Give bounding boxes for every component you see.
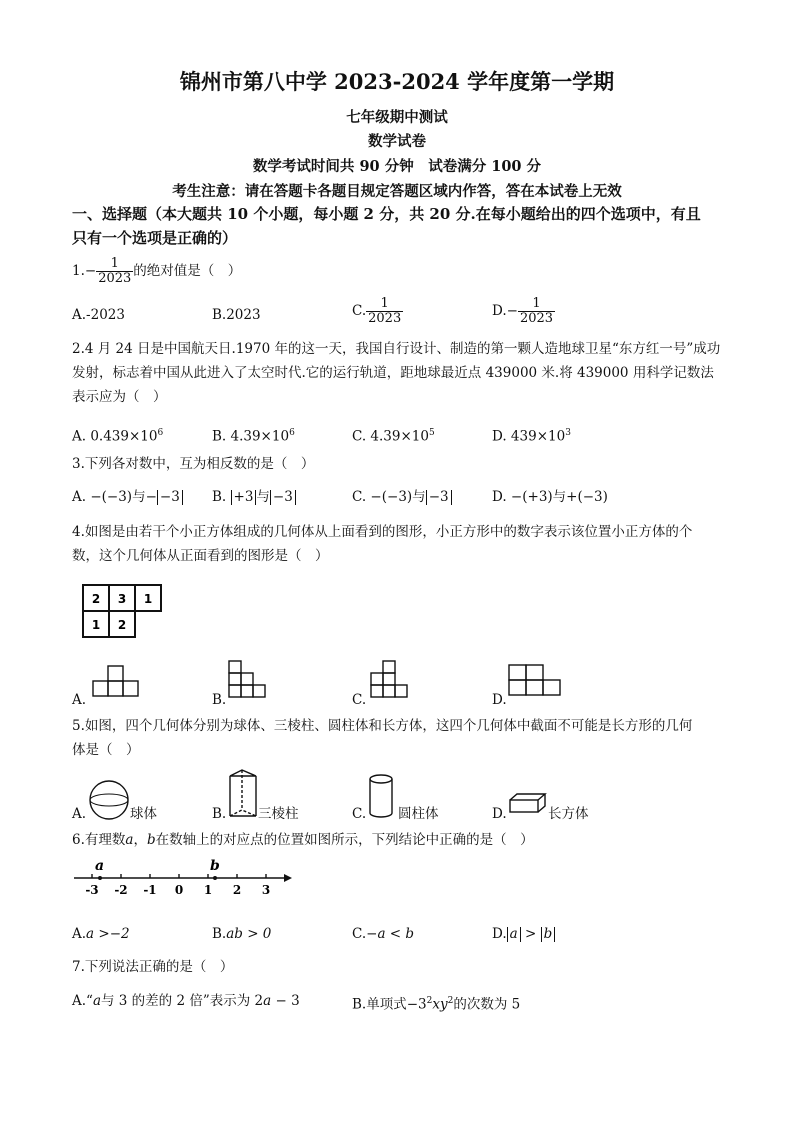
cylinder-figure: [368, 773, 396, 821]
q3-c-abs: −3: [426, 490, 452, 505]
q5-line2: 体是（ ）: [72, 742, 140, 758]
q1-numerator: 1: [96, 257, 133, 272]
q3-b-text: B.: [212, 489, 231, 505]
q5-option-b-name: 三棱柱: [258, 806, 299, 822]
q1-fraction: [96, 257, 133, 286]
q7-a-mid: 与 3 的差的 2 倍”表示为 2: [101, 993, 264, 1009]
q7-b-pre: B.单项式−3: [352, 996, 427, 1013]
question-1-stem: [72, 257, 241, 286]
q7-a-var2: a: [263, 993, 272, 1009]
question-6-stem: [72, 828, 534, 852]
point-b-dot: [213, 876, 217, 880]
q6-a-expr: a >−2: [86, 926, 130, 942]
sphere-figure: [88, 779, 132, 821]
q3-c-text: C. −(−3)与: [352, 489, 426, 505]
q3-b-abs2: −3: [270, 490, 296, 505]
q4-option-b-label: B.: [212, 692, 227, 708]
q2-c-exponent: 5: [428, 428, 435, 438]
q4-option-c-label: C.: [352, 692, 367, 708]
number-line: [72, 856, 292, 898]
point-a-label: a: [95, 858, 105, 874]
q6-a-pre: A.: [72, 926, 87, 942]
tick-label: 0: [174, 883, 184, 897]
q1-d-fraction: [518, 297, 555, 326]
q1-d-numerator: 1: [518, 297, 555, 312]
q2-d-exponent: 3: [565, 428, 571, 438]
q6-var-a: a: [125, 832, 134, 848]
grid-cell-top-1: 2: [91, 592, 101, 606]
q2-c-base: C. 4.39×10: [352, 428, 429, 445]
q7-a-pre: A.“: [72, 993, 93, 1009]
tick-label: -2: [114, 883, 128, 897]
q3-option-c: [352, 485, 452, 509]
tick-label: -3: [85, 883, 99, 897]
q2-line3: 表示应为（ ）: [72, 389, 167, 405]
q5-option-a-label: A.: [72, 806, 87, 822]
question-5-stem: [72, 714, 692, 762]
q3-b-mid: 与: [256, 489, 270, 505]
tick-label: 1: [203, 883, 213, 897]
question-4-stem: [72, 520, 692, 568]
point-b-label: b: [210, 858, 220, 874]
q6-c-expr: −a < b: [366, 926, 415, 942]
number-line-arrow: [284, 874, 292, 882]
q3-option-a: [72, 485, 183, 509]
q2-b-base: B. 4.39×10: [212, 428, 290, 445]
tick-label: 3: [261, 883, 271, 897]
q2-b-exponent: 6: [289, 428, 295, 438]
q5-option-c-label: C.: [352, 806, 367, 822]
question-2-stem: [72, 337, 720, 409]
q1-option-a: A.-2023: [72, 307, 125, 323]
question-3-stem: 3.下列各对数中，互为相反数的是（ ）: [72, 456, 315, 472]
q7-a-post: − 3: [271, 993, 300, 1009]
q6-b-expr: ab > 0: [226, 926, 272, 942]
q6-c-pre: C.: [352, 926, 367, 942]
q1-d-denominator: 2023: [519, 311, 554, 326]
q4-option-b-figure: [228, 660, 276, 700]
q5-option-a-name: 球体: [130, 806, 157, 822]
q4-option-d-figure: [508, 664, 564, 698]
q7-b-exp1: 2: [426, 996, 433, 1006]
q1-option-d: [492, 297, 555, 326]
grid-cell-bottom-1: 1: [91, 618, 101, 632]
q2-line2: 发射，标志着中国从此进入了太空时代.它的运行轨道，距地球最近点 439000 米.将 439000 用科学记数法: [72, 365, 714, 381]
q7-a-var: a: [92, 993, 102, 1009]
grid-cell-bottom-2: 2: [117, 618, 127, 632]
section-heading-line1: 一、选择题（本大题共 10 个小题，每小题 2 分，共 20 分.在每小题给出的四个选项中，有且: [72, 205, 701, 223]
q2-option-a: [72, 421, 163, 449]
q5-option-d-label: D.: [492, 806, 507, 822]
section-heading-line2: 只有一个选项是正确的）: [72, 229, 238, 247]
q1-c-prefix: C.: [352, 303, 367, 319]
time-info: 数学考试时间共 90 分钟 试卷满分 100 分: [252, 158, 542, 175]
grid-cell-top-3: 1: [143, 592, 153, 606]
q2-line1: 2.4 月 24 日是中国航天日.1970 年的这一天，我国自行设计、制造的第一颗人造地球卫星“东方红一号”成功: [72, 341, 721, 357]
q3-a-abs: −3: [157, 490, 183, 505]
q1-option-c: [352, 297, 403, 326]
q4-top-view-grid: [82, 584, 164, 638]
q7-option-a: [72, 989, 300, 1013]
q2-option-b: [212, 421, 295, 449]
q6-d-mid: >: [520, 926, 541, 942]
q6-stem-post: 在数轴上的对应点的位置如图所示，下列结论中正确的是（ ）: [155, 832, 534, 848]
q5-option-c-name: 圆柱体: [398, 806, 439, 822]
q4-line2: 数，这个几何体从正面看到的图形是（ ）: [72, 548, 329, 564]
tick-label: 2: [232, 883, 242, 897]
q4-option-d-label: D.: [492, 692, 507, 708]
q1-c-fraction: [366, 297, 403, 326]
q1-c-numerator: 1: [366, 297, 403, 312]
q4-line1: 4.如图是由若干个小正方体组成的几何体从上面看到的图形，小正方形中的数字表示该位置小正方体的个: [72, 524, 693, 540]
q2-option-c: [352, 421, 435, 449]
q7-b-post: 的次数为 5: [453, 996, 521, 1013]
q5-line1: 5.如图，四个几何体分别为球体、三棱柱、圆柱体和长方体，这四个几何体中截面不可能是长方形的几何: [72, 718, 693, 734]
subject-label: 数学试卷: [368, 133, 426, 150]
q5-option-d-name: 长方体: [548, 806, 589, 822]
q6-option-a: [72, 922, 130, 946]
triangular-prism-figure: [228, 768, 262, 822]
q6-stem-pre: 6.有理数: [72, 832, 126, 848]
exam-title: 锦州市第八中学 2023-2024 学年度第一学期: [179, 69, 615, 94]
q6-option-c: [352, 922, 414, 946]
q7-option-b: [352, 989, 520, 1017]
q1-denominator: 2023: [98, 271, 132, 286]
q1-d-prefix: D.−: [492, 303, 518, 319]
q2-a-base: A. 0.439×10: [72, 428, 158, 445]
q3-a-text: A. −(−3)与−: [72, 489, 157, 505]
q7-b-var: xy: [432, 996, 448, 1013]
q1-option-b: B.2023: [212, 307, 261, 323]
q6-sep: ，: [133, 832, 147, 848]
q3-option-d: D. −(+3)与+(−3): [492, 489, 608, 505]
q4-option-a-label: A.: [72, 692, 87, 708]
q7-b-exp2: 2: [447, 996, 454, 1006]
q6-option-d: [492, 922, 555, 946]
grid-cell-top-2: 3: [117, 592, 127, 606]
q6-option-b: [212, 922, 271, 946]
q6-d-abs1: a: [507, 927, 521, 942]
q4-option-c-figure: [370, 660, 418, 700]
q2-option-d: [492, 421, 571, 449]
q1-prefix: 1.−: [72, 263, 97, 279]
q1-suffix: 的绝对值是（ ）: [133, 263, 242, 279]
grade-label: 七年级期中测试: [346, 109, 448, 126]
q3-b-abs1: +3: [231, 490, 257, 505]
point-a-dot: [98, 876, 102, 880]
question-7-stem: 7.下列说法正确的是（ ）: [72, 959, 234, 975]
q6-var-b: b: [146, 832, 156, 848]
q1-c-denominator: 2023: [368, 311, 402, 326]
notice: 考生注意：请在答题卡各题目规定答题区域内作答，答在本试卷上无效: [172, 183, 622, 200]
q3-option-b: [212, 485, 296, 509]
q2-d-base: D. 439×10: [492, 428, 566, 445]
q5-option-b-label: B.: [212, 806, 227, 822]
q2-a-exponent: 6: [157, 428, 164, 438]
q6-d-pre: D.: [492, 926, 507, 942]
q4-option-a-figure: [92, 665, 140, 697]
q6-d-abs2: b: [541, 927, 556, 942]
cuboid-figure: [508, 792, 548, 816]
tick-label: -1: [143, 883, 157, 897]
section-heading: [72, 202, 701, 250]
q6-b-pre: B.: [212, 926, 227, 942]
